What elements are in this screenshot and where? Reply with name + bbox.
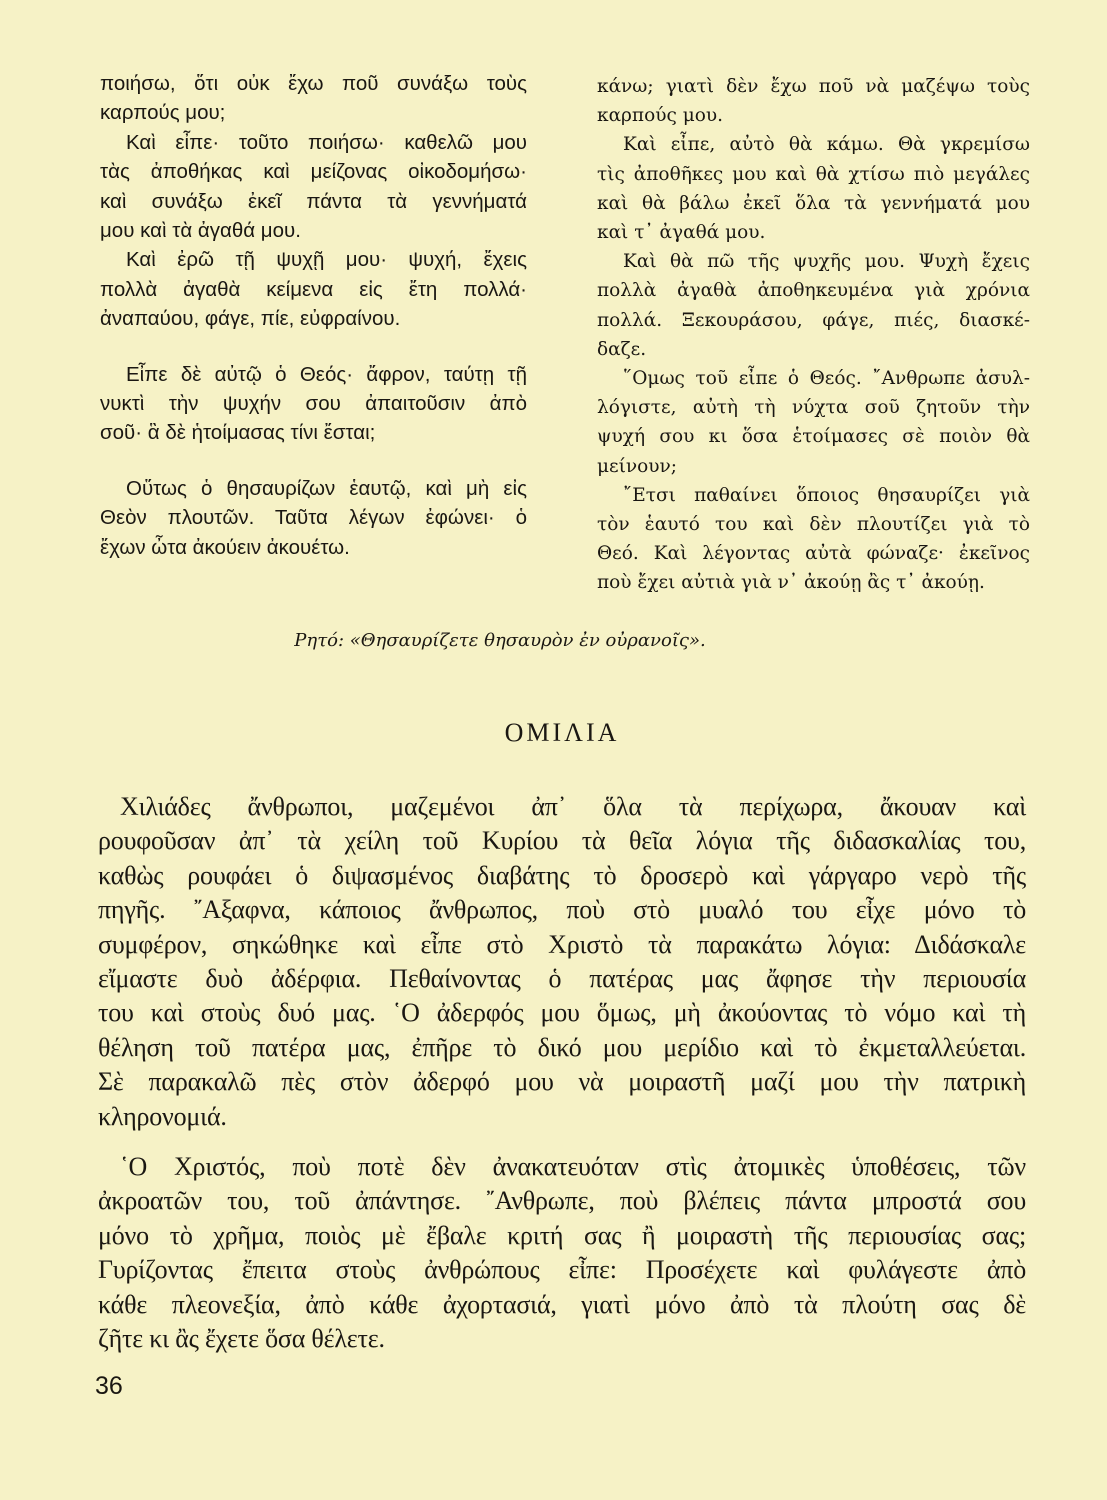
text-line: ἀκροατῶν του, τοῦ ἀπάντησε. ῎Ανθρωπε, ποὺ βλέπεις πάντα μπροστά σου bbox=[98, 1186, 1026, 1216]
text-line: ῾Ο Χριστός, ποὺ ποτὲ δὲν ἀνακατευόταν στὶς ἀτομικὲς ὑποθέσεις, τῶν bbox=[120, 1152, 1026, 1182]
scripture-original-column bbox=[100, 69, 527, 562]
text-line: τὶς ἀποθῆκες μου καὶ θὰ χτίσω πιὸ μεγάλες bbox=[597, 163, 1030, 185]
paragraph bbox=[100, 69, 527, 128]
text-line: ρουφοῦσαν ἀπ᾽ τὰ χείλη τοῦ Κυρίου τὰ θεῖα λόγια τῆς διδασκαλίας του, bbox=[98, 826, 1026, 856]
text-line: μείνουν; bbox=[597, 455, 677, 477]
text-line: καὶ θὰ βάλω ἐκεῖ ὅλα τὰ γεννήματά μου bbox=[597, 192, 1030, 214]
text-line: Καὶ ἐρῶ τῇ ψυχῇ μου· ψυχή, ἔχεις bbox=[126, 248, 527, 272]
text-line: ῞Ομως τοῦ εἶπε ὁ Θεός. ῎Ανθρωπε ἀσυλ- bbox=[623, 368, 1030, 390]
text-line: τὸν ἑαυτό του καὶ δὲν πλουτίζει γιὰ τὸ bbox=[597, 514, 1030, 536]
text-line: Καὶ θὰ πῶ τῆς ψυχῆς μου. Ψυχὴ ἔχεις bbox=[623, 251, 1030, 273]
text-line: ψυχή σου κι ὅσα ἑτοίμασες σὲ ποιὸν θὰ bbox=[597, 426, 1030, 448]
text-line: πολλὰ ἀγαθὰ ἀποθηκευμένα γιὰ χρόνια bbox=[597, 280, 1030, 302]
paragraph bbox=[597, 72, 1030, 130]
paragraph-gap bbox=[100, 448, 527, 474]
text-line: Θεό. Καὶ λέγοντας αὐτὰ φώναζε· ἐκεῖνος bbox=[597, 543, 1030, 565]
text-line: κάνω; γιατὶ δὲν ἔχω ποῦ νὰ μαζέψω τοὺς bbox=[597, 76, 1030, 97]
text-line: Καὶ εἶπε, αὐτὸ θὰ κάμω. Θὰ γκρεμίσω bbox=[623, 134, 1030, 156]
text-line: μόνο τὸ χρῆμα, ποιὸς μὲ ἔβαλε κριτή σας ἢ μοιραστὴ τῆς περιουσίας σας; bbox=[98, 1220, 1026, 1250]
paragraph bbox=[100, 360, 527, 448]
text-line: πολλά. Ξεκουράσου, φάγε, πιές, διασκέ- bbox=[597, 309, 1030, 331]
page-number: 36 bbox=[95, 1372, 123, 1400]
text-line: πολλὰ ἀγαθὰ κείμενα εἰς ἔτη πολλά· bbox=[100, 277, 527, 301]
text-line: συμφέρον, σηκώθηκε καὶ εἶπε στὸ Χριστὸ τὰ παρακάτω λόγια: Διδάσκαλε bbox=[98, 929, 1026, 959]
text-line: θέληση τοῦ πατέρα μας, ἐπῆρε τὸ δικό μου μερίδιο καὶ τὸ ἐκμεταλλεύεται. bbox=[98, 1032, 1026, 1062]
text-line: κληρονομιά. bbox=[98, 1101, 227, 1131]
text-line: ἔχων ὦτα ἀκούειν ἀκουέτω. bbox=[100, 535, 350, 559]
homily-body bbox=[98, 790, 1026, 1357]
paragraph bbox=[98, 790, 1026, 1134]
paragraph bbox=[597, 247, 1030, 364]
text-line: εἴμαστε δυὸ ἀδέρφια. Πεθαίνοντας ὁ πατέρας μας ἄφησε τὴν περιουσία bbox=[98, 964, 1026, 994]
text-line: δαζε. bbox=[597, 338, 647, 360]
paragraph bbox=[597, 130, 1030, 247]
paragraph bbox=[597, 481, 1030, 598]
scripture-translation-column bbox=[597, 72, 1030, 598]
key-verse: Ρητό: «Θησαυρίζετε θησαυρὸν ἐν οὐρανοῖς». bbox=[294, 630, 706, 651]
text-line: καρπούς μου; bbox=[100, 101, 226, 125]
text-line: Εἶπε δὲ αὐτῷ ὁ Θεός· ἄφρον, ταύτῃ τῇ bbox=[126, 362, 527, 386]
text-line: καὶ συνάξω ἐκεῖ πάντα τὰ γεννήματά bbox=[100, 189, 527, 213]
text-line: καὶ τ᾽ ἀγαθά μου. bbox=[597, 222, 766, 244]
paragraph bbox=[100, 128, 527, 246]
text-line: σοῦ· ἃ δὲ ἡτοίμασας τίνι ἔσται; bbox=[100, 421, 376, 445]
paragraph bbox=[100, 245, 527, 333]
text-line: Οὕτως ὁ θησαυρίζων ἑαυτῷ, καὶ μὴ εἰς bbox=[126, 476, 527, 500]
text-line: κάθε πλεονεξία, ἀπὸ κάθε ἀχορτασιά, γιατὶ μόνο ἀπὸ τὰ πλούτη σας δὲ bbox=[98, 1289, 1026, 1319]
text-line: ποὺ ἔχει αὐτιὰ γιὰ ν᾽ ἀκούῃ ἂς τ᾽ ἀκούῃ. bbox=[597, 572, 985, 594]
text-line: ἀναπαύου, φάγε, πίε, εὐφραίνου. bbox=[100, 307, 401, 331]
text-line: του καὶ στοὺς δυό μας. ῾Ο ἀδερφός μου ὅμως, μὴ ἀκούοντας τὸ νόμο καὶ τὴ bbox=[98, 998, 1026, 1028]
homily-title: ΟΜΙΛΙΑ bbox=[504, 718, 620, 747]
paragraph-gap bbox=[100, 334, 527, 360]
text-line: Γυρίζοντας ἔπειτα στοὺς ἀνθρώπους εἶπε: Προσέχετε καὶ φυλάγεστε ἀπὸ bbox=[98, 1255, 1026, 1285]
text-line: λόγιστε, αὐτὴ τὴ νύχτα σοῦ ζητοῦν τὴν bbox=[597, 397, 1030, 419]
text-line: ζῆτε κι ἂς ἔχετε ὅσα θέλετε. bbox=[98, 1324, 385, 1354]
text-line: τὰς ἀποθήκας καὶ μείζονας οἰκοδομήσω· bbox=[100, 160, 527, 184]
text-line: ποιήσω, ὅτι οὐκ ἔχω ποῦ συνάξω τοὺς bbox=[100, 72, 527, 95]
text-line: πηγῆς. ῎Αξαφνα, κάποιος ἄνθρωπος, ποὺ στὸ μυαλό του εἶχε μόνο τὸ bbox=[98, 895, 1026, 925]
text-line: νυκτὶ τὴν ψυχήν σου ἀπαιτοῦσιν ἀπὸ bbox=[100, 392, 527, 416]
text-line: Σὲ παρακαλῶ πὲς στὸν ἀδερφό μου νὰ μοιραστῆ μαζί μου τὴν πατρικὴ bbox=[98, 1067, 1026, 1097]
text-line: καρπούς μου. bbox=[597, 105, 724, 127]
text-line: Θεὸν πλουτῶν. Ταῦτα λέγων ἐφώνει· ὁ bbox=[100, 506, 527, 530]
paragraph bbox=[597, 364, 1030, 481]
paragraph bbox=[100, 474, 527, 562]
text-line: ῎Ετσι παθαίνει ὅποιος θησαυρίζει γιὰ bbox=[623, 484, 1030, 506]
paragraph bbox=[98, 1150, 1026, 1356]
text-line: Χιλιάδες ἄνθρωποι, μαζεμένοι ἀπ᾽ ὅλα τὰ περίχωρα, ἄκουαν καὶ bbox=[120, 792, 1026, 821]
text-line: Καὶ εἶπε· τοῦτο ποιήσω· καθελῶ μου bbox=[126, 130, 527, 154]
text-line: μου καὶ τὰ ἀγαθά μου. bbox=[100, 219, 301, 243]
text-line: καθὼς ρουφάει ὁ διψασμένος διαβάτης τὸ δροσερὸ καὶ γάργαρο νερὸ τῆς bbox=[98, 860, 1026, 890]
paragraph-gap bbox=[98, 1134, 1026, 1150]
